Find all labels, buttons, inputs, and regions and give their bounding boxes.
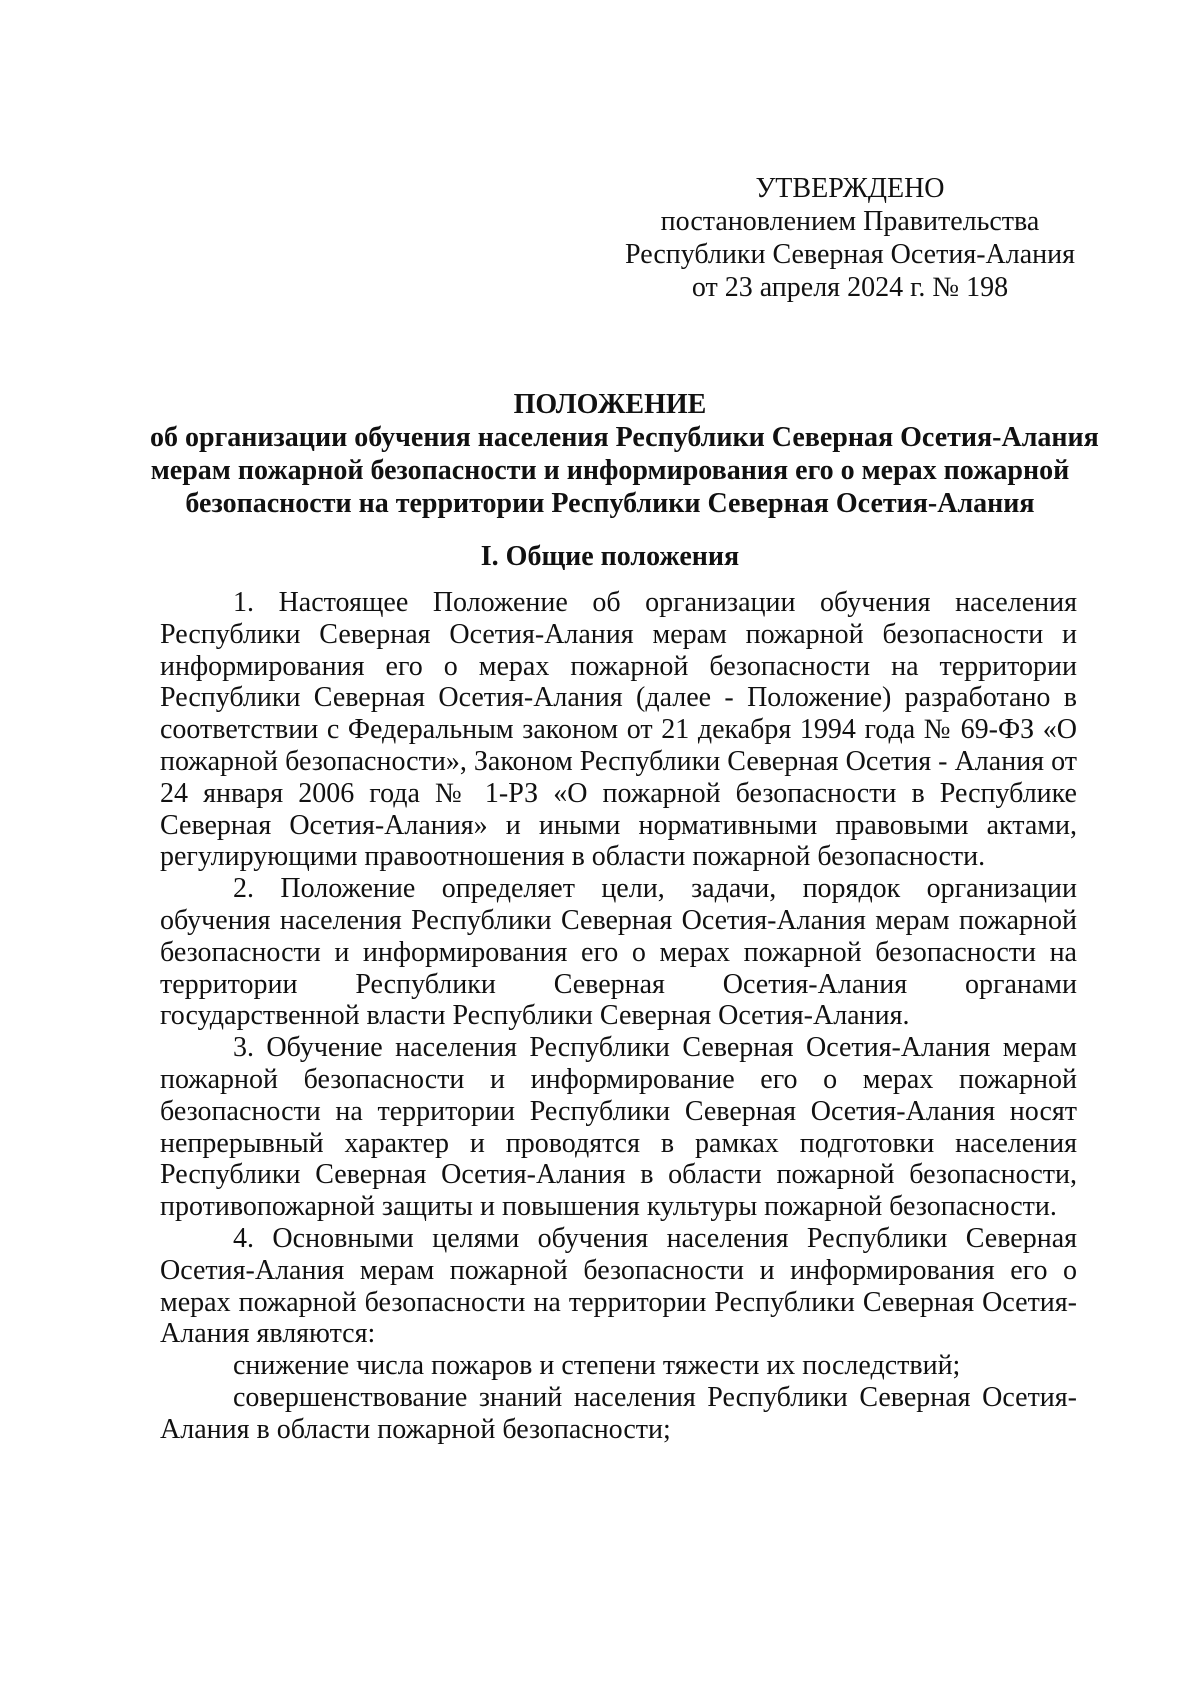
approval-line-date: от 23 апреля 2024 г. № 198 <box>691 272 1009 303</box>
paragraph-2: 2. Положение определяет цели, задачи, порядок организации обучения населения Республики Северная Осетия-Алания мерам пожарной безопасности и информирования его о мерах пожарной безопасности на территории Республики Северная Осетия-Алания органами государственной власти Республики Северная Осетия-Алания. <box>160 873 1077 1032</box>
approval-line-resolution: постановлением Правительства <box>660 206 1040 237</box>
list-item-goal-2: совершенствование знаний населения Республики Северная Осетия-Алания в области пожарной безопасности; <box>160 1381 1077 1445</box>
paragraph-1: 1. Настоящее Положение об организации обучения населения Республики Северная Осетия-Алания мерам пожарной безопасности и информирования его о мерах пожарной безопасности на территории Республики Северная Осетия-Алания (далее - Положение) разработано в соответствии с Федеральным законом от 21 декабря 1994 года № 69-ФЗ «О пожарной безопасности», Законом Республики Северная Осетия - Алания от 24 января 2006 года № 1-РЗ «О пожарной безопасности в Республике Северная Осетия-Алания» и иными нормативными правовыми актами, регулирующими правоотношения в области пожарной безопасности. <box>160 587 1077 873</box>
document-subtitle-line-3: безопасности на территории Республики Северная Осетия-Алания <box>185 488 1035 519</box>
approval-line-republic: Республики Северная Осетия-Алания <box>625 239 1075 270</box>
document-title-block <box>150 388 1099 520</box>
approval-heading: УТВЕРЖДЕНО <box>755 173 945 204</box>
paragraph-3: 3. Обучение населения Республики Северная Осетия-Алания мерам пожарной безопасности и информирование его о мерах пожарной безопасности на территории Республики Северная Осетия-Алания носят непрерывный характер и проводятся в рамках подготовки населения Республики Северная Осетия-Алания в области пожарной безопасности, противопожарной защиты и повышения культуры пожарной безопасности. <box>160 1032 1077 1223</box>
paragraph-4: 4. Основными целями обучения населения Республики Северная Осетия-Алания мерам пожарной безопасности и информирования его о мерах пожарной безопасности на территории Республики Северная Осетия-Алания являются: <box>160 1222 1077 1350</box>
approval-stamp-block <box>610 172 1090 304</box>
list-item-goal-1: снижение числа пожаров и степени тяжести их последствий; <box>233 1350 961 1382</box>
document-body <box>160 587 1077 1446</box>
document-subtitle-line-2: мерам пожарной безопасности и информирования его о мерах пожарной <box>150 455 1070 486</box>
section-heading: I. Общие положения <box>480 541 740 572</box>
document-subtitle-line-1: об организации обучения населения Республики Северная Осетия-Алания <box>150 422 1099 453</box>
document-title: ПОЛОЖЕНИЕ <box>513 389 707 420</box>
